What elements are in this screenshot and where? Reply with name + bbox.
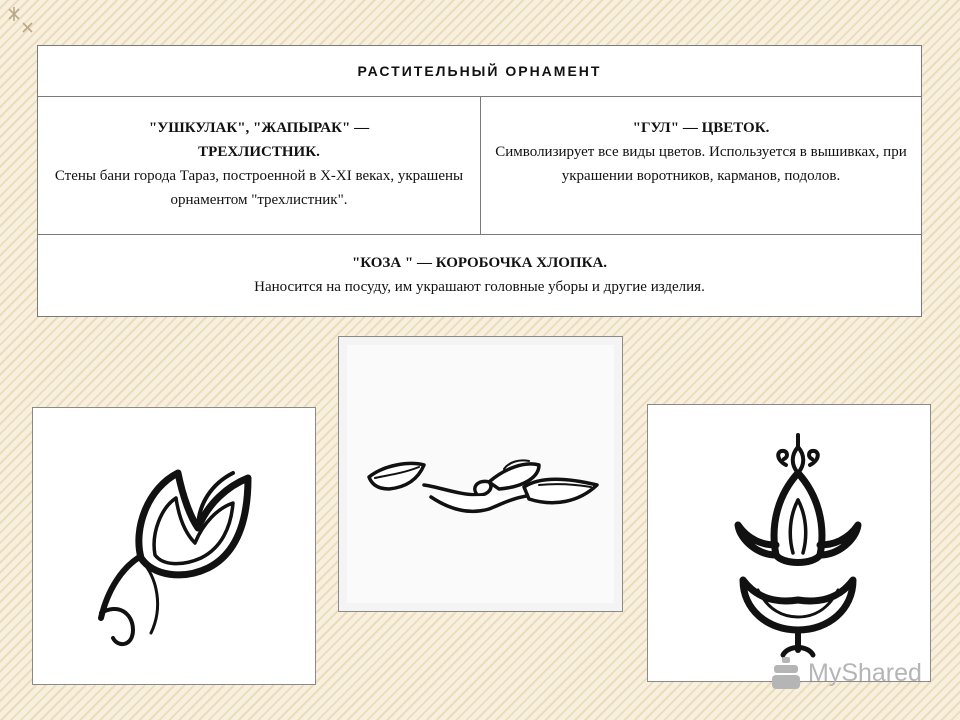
flower-description: Символизирует все виды цветов. Используется в вышивках, при украшении воротников, карманов, подолов. xyxy=(495,144,907,184)
ornament-table xyxy=(37,45,922,317)
flower-heading: "ГУЛ" — ЦВЕТОК. xyxy=(632,120,770,136)
table-title: РАСТИТЕЛЬНЫЙ ОРНАМЕНТ xyxy=(357,63,602,79)
trefoil-heading-line1: "УШКУЛАК", "ЖАПЫРАК" — xyxy=(148,120,370,136)
cotton-boll-description: Наносится на посуду, им украшают головные уборы и другие изделия. xyxy=(254,279,705,295)
table-middle-row xyxy=(38,96,921,235)
trefoil-cell xyxy=(38,96,481,234)
trefoil-ornament-image xyxy=(32,407,316,685)
cotton-boll-cell xyxy=(38,234,921,316)
flower-cell xyxy=(481,96,921,234)
decorative-stars-icon xyxy=(6,6,36,36)
leaf-branch-ornament-icon xyxy=(339,337,622,611)
leaf-branch-ornament-image xyxy=(338,336,623,612)
cotton-boll-heading: "КОЗА " — КОРОБОЧКА ХЛОПКА. xyxy=(351,255,608,271)
flower-ornament-image xyxy=(647,404,931,682)
trefoil-heading-line2: ТРЕХЛИСТНИК. xyxy=(198,144,320,160)
watermark-logo-icon xyxy=(768,655,804,693)
flower-ornament-icon xyxy=(648,405,930,681)
trefoil-ornament-icon xyxy=(33,408,315,684)
table-title-row xyxy=(38,46,921,97)
watermark-text: MyShared xyxy=(808,659,922,687)
trefoil-description: Стены бани города Тараз, построенной в X-XI веках, украшены орнаментом "трехлистник". xyxy=(54,168,464,208)
watermark xyxy=(768,655,928,695)
